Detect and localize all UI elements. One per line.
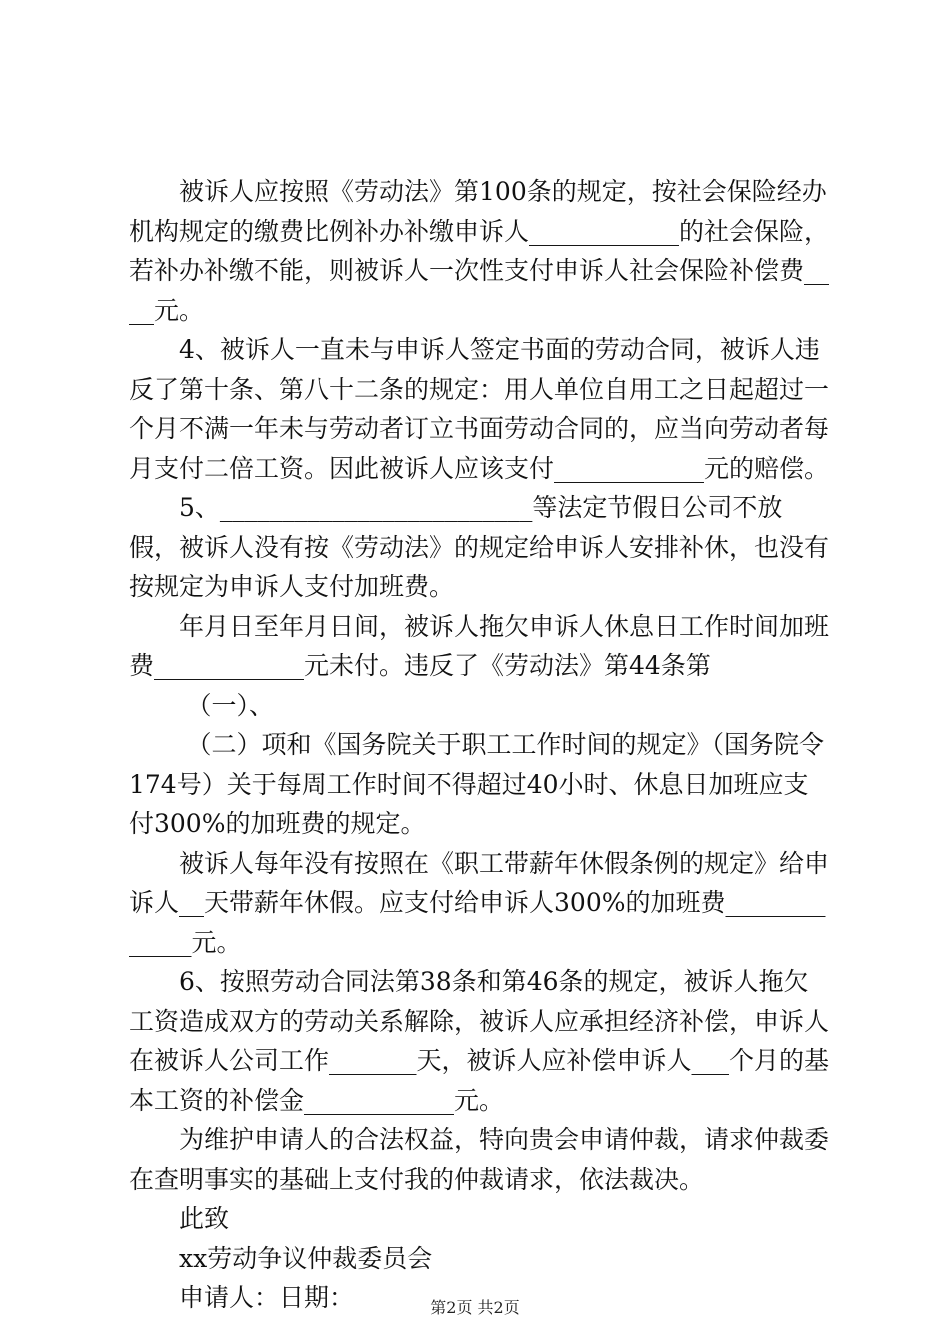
document-body	[129, 172, 831, 1318]
page-footer	[0, 1298, 950, 1318]
recipient-name: xx劳动争议仲裁委员会	[179, 1243, 433, 1273]
paragraph-clause-2: （二）项和《国务院关于职工工作时间的规定》（国务院令174号）关于每周工作时间不得超过40小时、休息日加班应支付300%的加班费的规定。	[129, 730, 825, 838]
signature-line: 申请人：日期：	[179, 1283, 355, 1312]
paragraph-item-6: 6、按照劳动合同法第38条和第46条的规定，被诉人拖欠工资造成双方的劳动关系解除，被诉人应承担经济补偿，申诉人在被诉人公司工作_______天，被诉人应补偿申诉人___个月的基本工资的补偿金____________元。	[129, 967, 830, 1115]
page-indicator: 第2页 共2页	[430, 1298, 520, 1317]
paragraph-rest-day-overtime: 年月日至年月日间，被诉人拖欠申诉人休息日工作时间加班费____________元未付。违反了《劳动法》第44条第	[129, 611, 830, 680]
paragraph-annual-leave: 被诉人每年没有按照在《职工带薪年休假条例的规定》给申诉人__天带薪年休假。应支付给申诉人300%的加班费_____________元。	[129, 848, 830, 957]
paragraph-social-insurance: 被诉人应按照《劳动法》第100条的规定，按社会保险经办机构规定的缴费比例补办补缴申诉人____________的社会保险，若补办补缴不能，则被诉人一次性支付申诉人社会保险补偿费____元。	[129, 177, 830, 325]
closing-salutation: 此致	[179, 1204, 230, 1233]
paragraph-item-4: 4、被诉人一直未与申诉人签定书面的劳动合同，被诉人违反了第十条、第八十二条的规定：用人单位自用工之日起超过一个月不满一年未与劳动者订立书面劳动合同的，应当向劳动者每月支付二倍工资。因此被诉人应该支付____________元的赔偿。	[129, 335, 830, 483]
paragraph-request: 为维护申请人的合法权益，特向贵会申请仲裁，请求仲裁委在查明事实的基础上支付我的仲裁请求，依法裁决。	[129, 1125, 830, 1194]
paragraph-clause-1: （一）、	[186, 690, 275, 720]
paragraph-item-5: 5、_________________________等法定节假日公司不放假，被诉人没有按《劳动法》的规定给申诉人安排补休，也没有按规定为申诉人支付加班费。	[129, 493, 830, 601]
